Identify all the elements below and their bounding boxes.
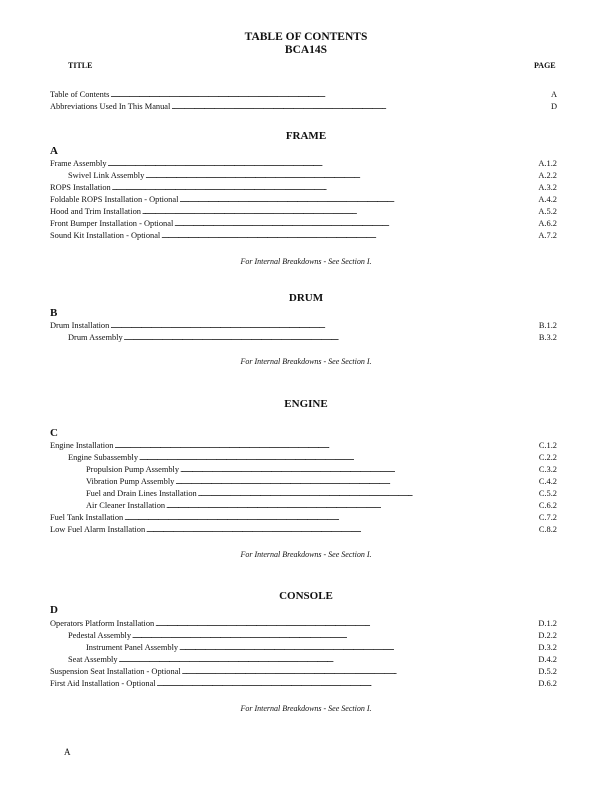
toc-entry-page: C.7.2 xyxy=(538,513,557,522)
dot-leader xyxy=(179,194,537,206)
section-title-engine: ENGINE xyxy=(284,398,328,410)
section-note: For Internal Breakdowns - See Section I. xyxy=(240,704,372,713)
toc-entry[interactable] xyxy=(50,618,557,630)
toc-entry[interactable] xyxy=(50,101,557,113)
dot-leader xyxy=(124,332,538,344)
toc-entry-page: D.2.2 xyxy=(538,631,557,640)
toc-entry-label: Engine Installation xyxy=(50,441,114,450)
toc-entry-page: C.6.2 xyxy=(538,501,557,510)
dot-leader xyxy=(198,488,538,500)
toc-entry[interactable] xyxy=(50,182,557,194)
toc-entry[interactable] xyxy=(50,158,557,170)
toc-entry[interactable] xyxy=(50,464,557,476)
toc-entry[interactable] xyxy=(50,666,557,678)
dot-leader xyxy=(175,476,537,488)
toc-entry-label: Propulsion Pump Assembly xyxy=(86,465,180,474)
toc-entry-label: First Aid Installation - Optional xyxy=(50,679,156,688)
dot-leader xyxy=(124,512,538,524)
toc-entry-label: Frame Assembly xyxy=(50,159,107,168)
toc-entry-label: Drum Assembly xyxy=(68,333,123,342)
toc-entry-page: A.1.2 xyxy=(538,159,557,168)
toc-entry[interactable] xyxy=(50,654,557,666)
column-header-page: PAGE xyxy=(534,61,556,70)
section-note: For Internal Breakdowns - See Section I. xyxy=(240,550,372,559)
toc-entry-label: Operators Platform Installation xyxy=(50,619,155,628)
toc-entry[interactable] xyxy=(50,89,557,101)
dot-leader xyxy=(142,206,537,218)
toc-entry-label: Pedestal Assembly xyxy=(68,631,132,640)
toc-entry-page: D.6.2 xyxy=(538,679,557,688)
toc-entry[interactable] xyxy=(50,476,557,488)
toc-entry[interactable] xyxy=(50,512,557,524)
dot-leader xyxy=(180,464,538,476)
toc-entry-page: C.1.2 xyxy=(538,441,557,450)
toc-entry-page: A.2.2 xyxy=(538,171,557,180)
model-number: BCA14S xyxy=(284,44,328,56)
toc-entry-page: D.4.2 xyxy=(538,655,557,664)
toc-entry[interactable] xyxy=(50,206,557,218)
section-note: For Internal Breakdowns - See Section I. xyxy=(240,257,372,266)
toc-entry[interactable] xyxy=(50,500,557,512)
toc-entry-label: Abbreviations Used In This Manual xyxy=(50,102,171,111)
column-header-title: TITLE xyxy=(68,61,93,70)
toc-entry[interactable] xyxy=(50,524,557,536)
section-note: For Internal Breakdowns - See Section I. xyxy=(240,357,372,366)
toc-entry-page: D.5.2 xyxy=(538,667,557,676)
toc-entry-page: A.3.2 xyxy=(538,183,557,192)
dot-leader xyxy=(171,101,550,113)
dot-leader xyxy=(155,618,537,630)
toc-entry[interactable] xyxy=(50,230,557,242)
toc-entry-label: Instrument Panel Assembly xyxy=(86,643,179,652)
toc-entry-page: A xyxy=(550,90,557,99)
toc-entry-label: Swivel Link Assembly xyxy=(68,171,145,180)
section-letter: B xyxy=(50,307,58,319)
toc-entry-page: B.3.2 xyxy=(538,333,557,342)
dot-leader xyxy=(157,678,538,690)
toc-entry-label: Vibration Pump Assembly xyxy=(86,477,175,486)
toc-entry-page: A.5.2 xyxy=(538,207,557,216)
toc-entry-page: A.4.2 xyxy=(538,195,557,204)
toc-entry-page: B.1.2 xyxy=(538,321,557,330)
toc-entry-page: A.7.2 xyxy=(538,231,557,240)
section-letter: C xyxy=(50,427,58,439)
toc-entry[interactable] xyxy=(50,320,557,332)
section-letter: D xyxy=(50,604,58,616)
section-title-drum: DRUM xyxy=(288,292,324,304)
dot-leader xyxy=(146,524,538,536)
toc-entry-label: Low Fuel Alarm Installation xyxy=(50,525,146,534)
toc-entry-label: Sound Kit Installation - Optional xyxy=(50,231,161,240)
toc-entry[interactable] xyxy=(50,218,557,230)
toc-entry-label: Drum Installation xyxy=(50,321,110,330)
dot-leader xyxy=(182,666,538,678)
toc-entry-label: Table of Contents xyxy=(50,90,110,99)
dot-leader xyxy=(110,89,550,101)
toc-entry-label: Air Cleaner Installation xyxy=(86,501,166,510)
toc-entry[interactable] xyxy=(50,170,557,182)
toc-entry-label: Front Bumper Installation - Optional xyxy=(50,219,174,228)
toc-entry[interactable] xyxy=(50,630,557,642)
toc-entry[interactable] xyxy=(50,440,557,452)
dot-leader xyxy=(145,170,537,182)
toc-entry-page: C.5.2 xyxy=(538,489,557,498)
page-number: A xyxy=(64,747,71,757)
dot-leader xyxy=(179,642,537,654)
toc-entry-label: Fuel Tank Installation xyxy=(50,513,124,522)
toc-entry-label: Suspension Seat Installation - Optional xyxy=(50,667,181,676)
section-title-frame: FRAME xyxy=(285,130,327,142)
toc-entry-page: C.4.2 xyxy=(538,477,557,486)
toc-entry-page: A.6.2 xyxy=(538,219,557,228)
dot-leader xyxy=(112,182,538,194)
toc-entry-label: Hood and Trim Installation xyxy=(50,207,141,216)
toc-entry[interactable] xyxy=(50,678,557,690)
toc-entry-page: C.3.2 xyxy=(538,465,557,474)
dot-leader xyxy=(139,452,538,464)
dot-leader xyxy=(132,630,537,642)
toc-entry-label: Foldable ROPS Installation - Optional xyxy=(50,195,179,204)
section-title-console: CONSOLE xyxy=(279,590,333,602)
toc-entry[interactable] xyxy=(50,194,557,206)
dot-leader xyxy=(108,158,538,170)
toc-entry-page: D.3.2 xyxy=(538,643,557,652)
dot-leader xyxy=(161,230,537,242)
toc-entry[interactable] xyxy=(50,488,557,500)
toc-entry-page: D xyxy=(550,102,557,111)
section-letter: A xyxy=(50,145,58,157)
toc-entry[interactable] xyxy=(50,332,557,344)
toc-entry-label: ROPS Installation xyxy=(50,183,111,192)
toc-entry-label: Engine Subassembly xyxy=(68,453,139,462)
dot-leader xyxy=(110,320,538,332)
dot-leader xyxy=(115,440,538,452)
toc-entry-label: Fuel and Drain Lines Installation xyxy=(86,489,197,498)
toc-entry-label: Seat Assembly xyxy=(68,655,118,664)
toc-entry[interactable] xyxy=(50,642,557,654)
document-title: TABLE OF CONTENTS xyxy=(244,31,368,43)
toc-entry[interactable] xyxy=(50,452,557,464)
toc-entry-page: C.8.2 xyxy=(538,525,557,534)
toc-entry-page: D.1.2 xyxy=(538,619,557,628)
dot-leader xyxy=(166,500,538,512)
dot-leader xyxy=(174,218,537,230)
dot-leader xyxy=(119,654,538,666)
toc-entry-page: C.2.2 xyxy=(538,453,557,462)
